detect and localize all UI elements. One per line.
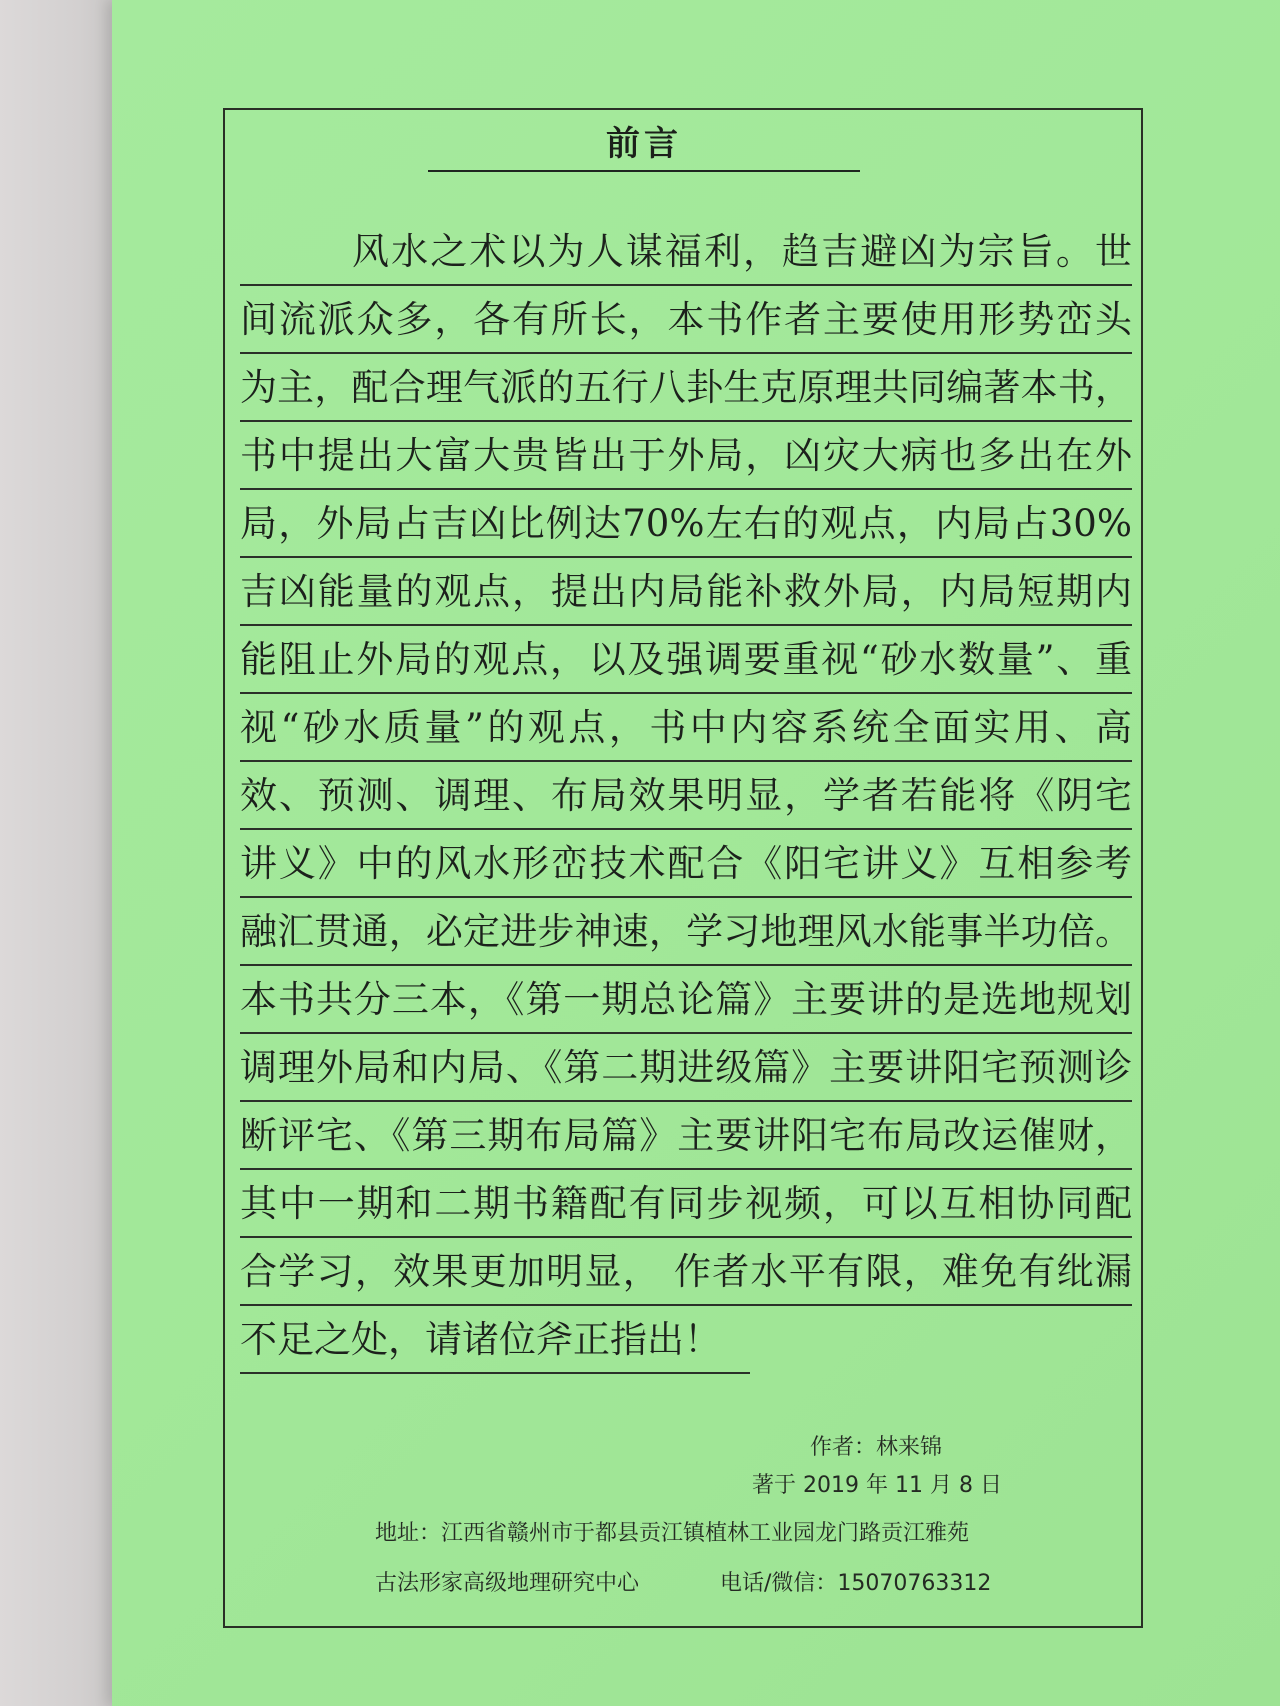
- body-line: 风水之术以为人谋福利，趋吉避凶为宗旨。世: [240, 218, 1132, 286]
- page-title: 前言: [606, 124, 682, 164]
- research-center-name: 古法形家高级地理研究中心: [375, 1571, 640, 1596]
- body-line: 吉凶能量的观点，提出内局能补救外局，内局短期内: [240, 558, 1132, 626]
- body-line: 不足之处，请诸位斧正指出！: [240, 1306, 750, 1374]
- body-line: 断评宅、《第三期布局篇》主要讲阳宅布局改运催财，: [240, 1102, 1132, 1170]
- body-line: 为主，配合理气派的五行八卦生克原理共同编著本书，: [240, 354, 1132, 422]
- date-line: 著于 2019 年 11 月 8 日: [752, 1473, 1002, 1498]
- body-line: 效、预测、调理、布局效果明显，学者若能将《阴宅: [240, 762, 1132, 830]
- body-line: 讲义》中的风水形峦技术配合《阳宅讲义》互相参考: [240, 830, 1132, 898]
- author-line: 作者：林来锦: [810, 1435, 943, 1460]
- body-line: 调理外局和内局、《第二期进级篇》主要讲阳宅预测诊: [240, 1034, 1132, 1102]
- address-line: 地址：江西省赣州市于都县贡江镇植林工业园龙门路贡江雅苑: [375, 1521, 970, 1546]
- body-line: 融汇贯通，必定进步神速，学习地理风水能事半功倍。: [240, 898, 1132, 966]
- body-line: 能阻止外局的观点，以及强调要重视“砂水数量”、重: [240, 626, 1132, 694]
- body-line: 间流派众多，各有所长，本书作者主要使用形势峦头: [240, 286, 1132, 354]
- body-line: 视“砂水质量”的观点，书中内容系统全面实用、高: [240, 694, 1132, 762]
- title-underline: [428, 118, 860, 172]
- body-line: 合学习，效果更加明显， 作者水平有限，难免有纰漏: [240, 1238, 1132, 1306]
- preface-body: [240, 218, 1132, 1374]
- body-line: 书中提出大富大贵皆出于外局，凶灾大病也多出在外: [240, 422, 1132, 490]
- body-line: 本书共分三本，《第一期总论篇》主要讲的是选地规划: [240, 966, 1132, 1034]
- body-line: 其中一期和二期书籍配有同步视频，可以互相协同配: [240, 1170, 1132, 1238]
- book-gutter: [0, 0, 112, 1706]
- contact-line: 电话/微信：15070763312: [720, 1571, 992, 1596]
- body-line: 局，外局占吉凶比例达70%左右的观点，内局占30%: [240, 490, 1132, 558]
